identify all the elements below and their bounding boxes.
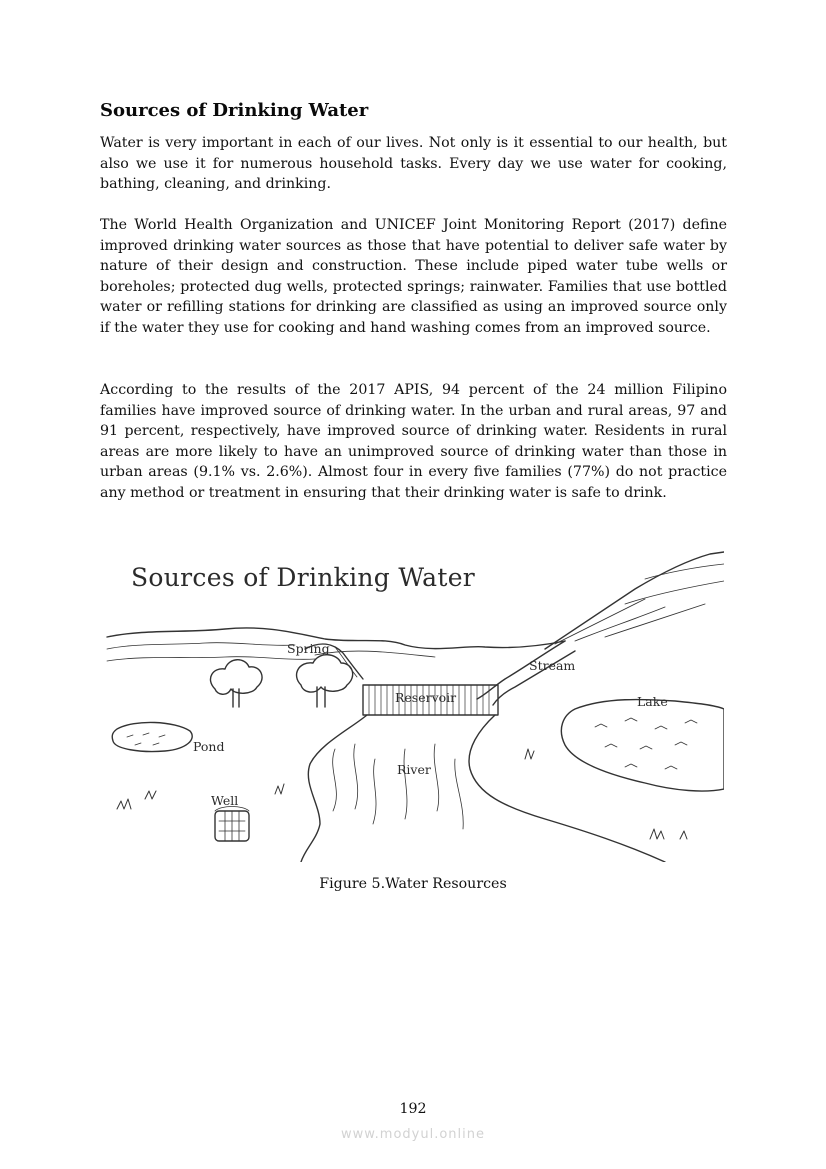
mountain-shading — [625, 564, 724, 604]
pond-shape — [112, 722, 192, 751]
paragraph-apis-results: According to the results of the 2017 APIS, 94 percent of the 24 million Filipino families have improved source of drinking water. In the urban and rural areas, 97 and 91 percent, respectively, have improved source of drinking water. Residents in rural areas are more likely to have an unimproved source of drinking water than those in urban areas (9.1% vs. 2.6%). Almost four in every five families (77%) do not practice any method or treatment in ensuring that their drinking water is safe to drink. — [100, 382, 727, 501]
mountain-hatching — [555, 599, 705, 644]
label-spring: Spring — [287, 641, 330, 656]
water-sources-illustration — [105, 549, 724, 862]
hill-lines — [107, 643, 435, 657]
pond-ripples — [127, 733, 165, 745]
far-hills — [107, 628, 565, 649]
label-stream: Stream — [529, 658, 576, 673]
paragraph-importance: Water is very important in each of our lives. Not only is it essential to our health, but also we use it for numerous household tasks. Every day we use water for cooking, bathing, cleaning, and drinking. — [100, 135, 727, 193]
label-well: Well — [211, 793, 239, 808]
paragraph-who-unicef: The World Health Organization and UNICEF Joint Monitoring Report (2017) define improved drinking water sources as those that have potential to deliver safe water by nature of their design and construction. These include piped water tube wells or boreholes; protected dug wells, protected springs; rainwater. Families that use bottled water or refilling stations for drinking are classified as using an improved source only if the water they use for cooking and hand washing comes from an improved source. — [100, 217, 727, 336]
river-left-bank — [301, 715, 367, 862]
figure-title: Sources of Drinking Water — [131, 563, 476, 592]
river-right-bank — [469, 715, 665, 862]
label-pond: Pond — [193, 739, 225, 754]
lake-shape — [561, 699, 724, 791]
page-number: 192 — [399, 1101, 427, 1117]
label-river: River — [397, 762, 431, 777]
hill-lines-lower — [107, 657, 315, 661]
mountain-ridge — [545, 552, 724, 649]
label-lake: Lake — [637, 694, 668, 709]
figure-caption: Figure 5.Water Resources — [319, 876, 507, 892]
watermark: www.modyul.online — [340, 1127, 486, 1142]
label-reservoir: Reservoir — [395, 690, 457, 705]
tree-left — [210, 660, 262, 695]
lake-ripples — [595, 718, 697, 769]
illustration-canvas — [105, 549, 724, 862]
section-heading: Sources of Drinking Water — [100, 100, 369, 121]
river-current-lines — [333, 744, 464, 829]
